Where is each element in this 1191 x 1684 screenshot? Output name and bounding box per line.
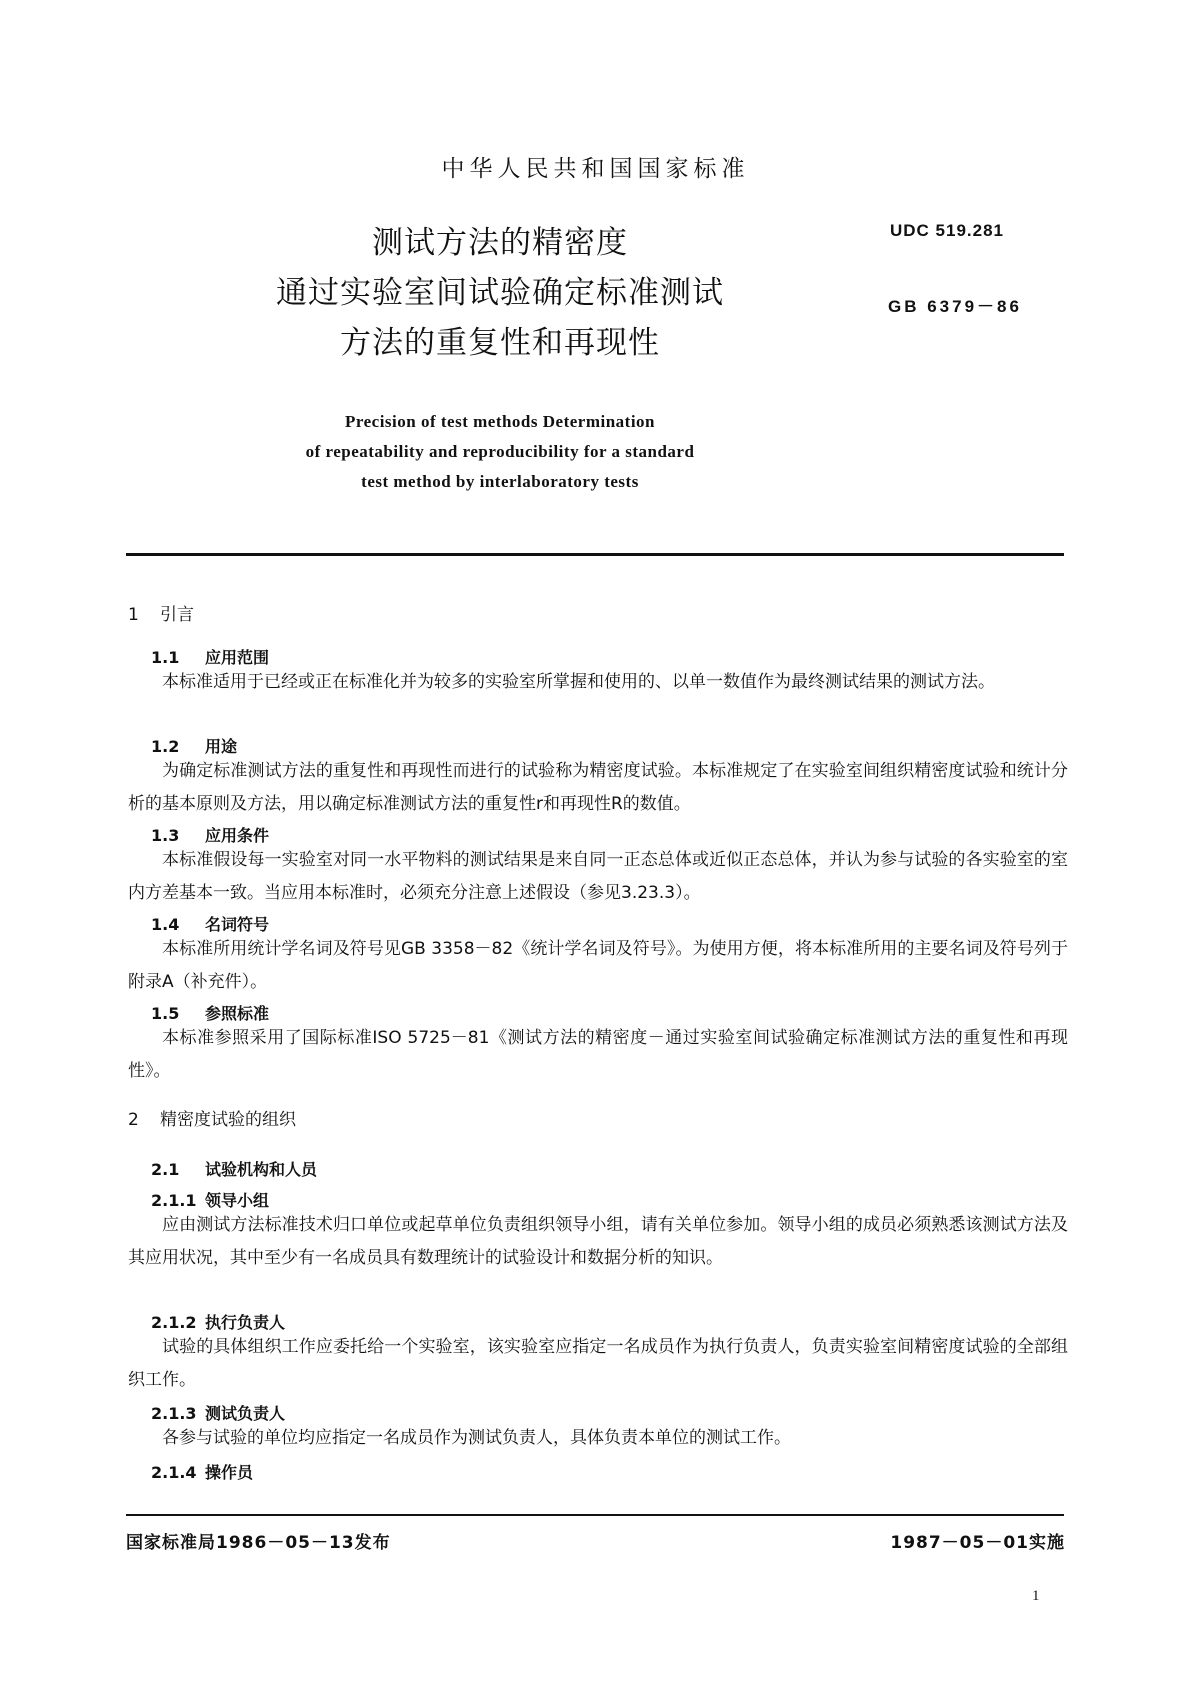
- section-2-1-3-heading: [151, 1401, 285, 1424]
- section-number: 1.4: [151, 915, 180, 934]
- section-title: 用途: [205, 737, 238, 756]
- title-zh-line1: 测试方法的精密度: [372, 225, 628, 261]
- section-title: 应用范围: [205, 648, 270, 667]
- section-2-1-1-text: 应由测试方法标准技术归口单位或起草单位负责组织领导小组，请有关单位参加。领导小组的成员必须熟悉该测试方法及其应用状况，其中至少有一名成员具有数理统计的试验设计和数据分析的知识。: [128, 1215, 1068, 1268]
- section-2-1-4-heading: [151, 1460, 253, 1483]
- section-title: 操作员: [205, 1463, 254, 1482]
- section-title: 领导小组: [205, 1191, 270, 1210]
- section-title: 引言: [160, 605, 194, 625]
- section-1-2-heading: [151, 734, 237, 757]
- title-en-line1: Precision of test methods Determination: [344, 412, 656, 431]
- effective-date: 1987－05－01实施: [890, 1533, 1065, 1553]
- section-number: 2.1.2: [151, 1313, 197, 1332]
- section-1-1-text: 本标准适用于已经或正在标准化并为较多的实验室所掌握和使用的、以单一数值作为最终测试结果的测试方法。: [162, 672, 995, 692]
- section-1-heading: [128, 600, 194, 625]
- section-title: 名词符号: [205, 915, 270, 934]
- section-number: 1.5: [151, 1004, 180, 1023]
- section-1-2-text: 为确定标准测试方法的重复性和再现性而进行的试验称为精密度试验。本标准规定了在实验室间组织精密度试验和统计分析的基本原则及方法，用以确定标准测试方法的重复性r和再现性R的数值。: [128, 761, 1068, 814]
- section-2-1-2-text: 试验的具体组织工作应委托给一个实验室，该实验室应指定一名成员作为执行负责人，负责实验室间精密度试验的全部组织工作。: [128, 1337, 1068, 1390]
- title-zh-line2: 通过实验室间试验确定标准测试: [276, 275, 724, 311]
- section-title: 执行负责人: [205, 1313, 286, 1332]
- section-number: 1.3: [151, 826, 180, 845]
- section-number: 2.1.4: [151, 1463, 197, 1482]
- issue-date: 国家标准局1986－05－13发布: [126, 1533, 391, 1553]
- title-zh-line3: 方法的重复性和再现性: [340, 325, 660, 361]
- section-number: 2.1: [151, 1160, 180, 1179]
- section-1-3-heading: [151, 823, 269, 846]
- section-number: 2: [128, 1110, 139, 1130]
- title-en-line2: of repeatability and reproducibility for a standard: [305, 442, 695, 461]
- section-number: 1: [128, 605, 139, 625]
- title-divider: [126, 553, 1064, 556]
- udc-code: UDC 519.281: [890, 221, 1005, 240]
- section-title: 测试负责人: [205, 1404, 286, 1423]
- section-2-1-2-heading: [151, 1310, 285, 1333]
- section-number: 2.1.3: [151, 1404, 197, 1423]
- section-number: 1.2: [151, 737, 180, 756]
- section-2-heading: [128, 1105, 296, 1130]
- section-1-3-text: 本标准假设每一实验室对同一水平物料的测试结果是来自同一正态总体或近似正态总体，并认为参与试验的各实验室的室内方差基本一致。当应用本标准时，必须充分注意上述假设（参见3.23.3）。: [128, 850, 1068, 903]
- section-title: 精密度试验的组织: [160, 1110, 296, 1130]
- section-2-1-3-text: 各参与试验的单位均应指定一名成员作为测试负责人，具体负责本单位的测试工作。: [162, 1428, 791, 1448]
- footer-divider: [126, 1514, 1064, 1516]
- section-1-5-text: 本标准参照采用了国际标准ISO 5725－81《测试方法的精密度－通过实验室间试验确定标准测试方法的重复性和再现性》。: [128, 1028, 1068, 1081]
- section-number: 2.1.1: [151, 1191, 197, 1210]
- section-number: 1.1: [151, 648, 180, 667]
- title-en-line3: test method by interlaboratory tests: [361, 472, 639, 491]
- gb-number: GB 6379－86: [888, 297, 1022, 316]
- section-title: 参照标准: [205, 1004, 270, 1023]
- section-1-4-text: 本标准所用统计学名词及符号见GB 3358－82《统计学名词及符号》。为使用方便，将本标准所用的主要名词及符号列于附录A（补充件）。: [128, 939, 1068, 992]
- section-title: 试验机构和人员: [205, 1160, 318, 1179]
- section-1-1-heading: [151, 645, 269, 668]
- page-number: 1: [1032, 1588, 1040, 1604]
- section-title: 应用条件: [205, 826, 270, 845]
- section-1-5-heading: [151, 1001, 269, 1024]
- section-2-1-1-heading: [151, 1188, 269, 1211]
- section-2-1-heading: [151, 1157, 317, 1180]
- section-1-4-heading: [151, 912, 269, 935]
- national-standard-heading: 中华人民共和国国家标准: [441, 156, 750, 182]
